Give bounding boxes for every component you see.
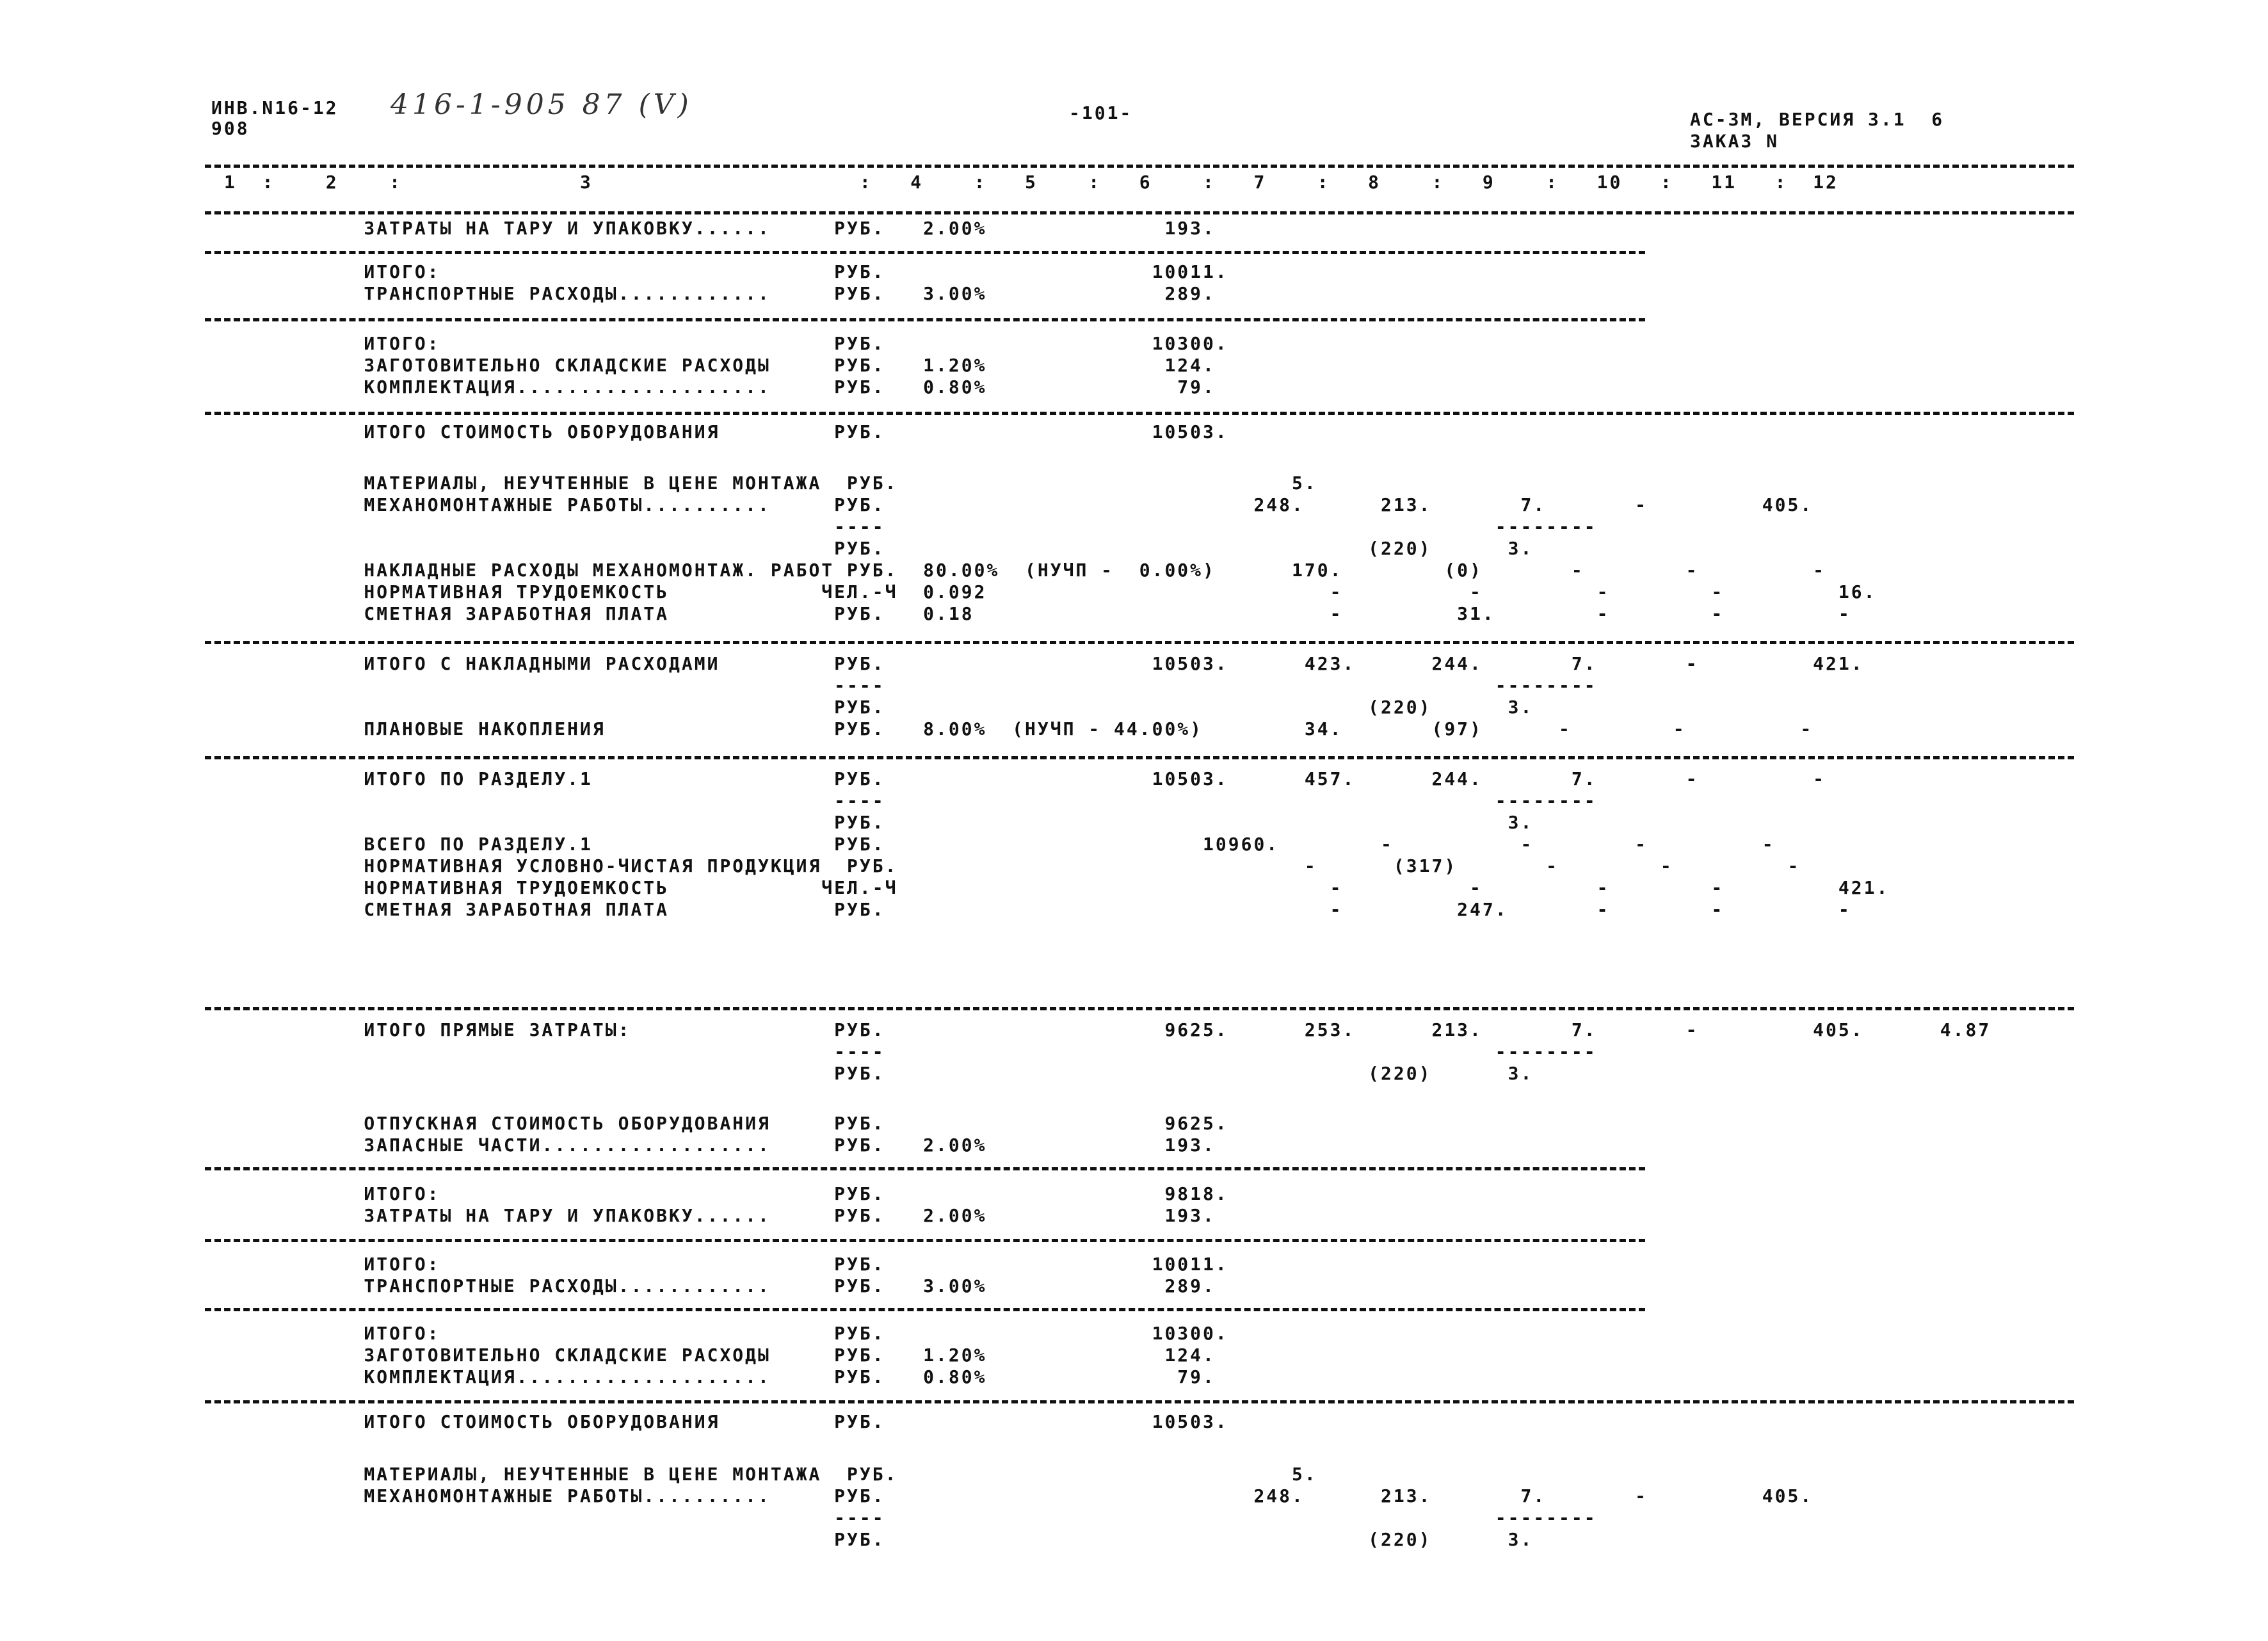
separator	[205, 211, 2074, 214]
report-line: РУБ. 3.	[224, 812, 1534, 833]
report-line: РУБ. (220) 3.	[224, 1063, 1534, 1084]
separator	[205, 1167, 1645, 1170]
report-line: НОРМАТИВНАЯ ТРУДОЕМКОСТЬ ЧЕЛ.-Ч 0.092 - - - - 16.	[224, 581, 1877, 602]
program-version: АС-3М, ВЕРСИЯ 3.1 6	[1690, 109, 1945, 130]
report-line: ИТОГО: РУБ. 9818.	[224, 1183, 1228, 1204]
separator	[205, 641, 2074, 644]
report-line: ---- --------	[224, 1041, 1597, 1062]
report-line: КОМПЛЕКТАЦИЯ.................... РУБ. 0.80% 79.	[224, 1366, 1216, 1387]
report-line: ИТОГО: РУБ. 10300.	[224, 1323, 1228, 1344]
report-line: МЕХАНОМОНТАЖНЫЕ РАБОТЫ.......... РУБ. 248. 213. 7. - 405.	[224, 494, 1814, 515]
separator	[205, 1400, 2074, 1403]
separator	[205, 1007, 2074, 1010]
report-line: ИТОГО: РУБ. 10011.	[224, 261, 1228, 282]
order-number: ЗАКАЗ N	[1690, 131, 1780, 152]
inventory-number: ИНВ.N16-12	[211, 97, 339, 118]
report-line: КОМПЛЕКТАЦИЯ.................... РУБ. 0.80% 79.	[224, 376, 1216, 398]
report-line: ЗАПАСНЫЕ ЧАСТИ.................. РУБ. 2.00% 193.	[224, 1135, 1216, 1156]
report-line: ИТОГО: РУБ. 10011.	[224, 1254, 1228, 1275]
report-line: ИТОГО СТОИМОСТЬ ОБОРУДОВАНИЯ РУБ. 10503.	[224, 421, 1228, 442]
report-line: НОРМАТИВНАЯ ТРУДОЕМКОСТЬ ЧЕЛ.-Ч - - - - 421.	[224, 877, 1890, 898]
separator	[205, 412, 2074, 415]
report-line: МАТЕРИАЛЫ, НЕУЧТЕННЫЕ В ЦЕНЕ МОНТАЖА РУБ. 5.	[224, 473, 1317, 494]
report-line: ОТПУСКНАЯ СТОИМОСТЬ ОБОРУДОВАНИЯ РУБ. 9625.	[224, 1113, 1228, 1134]
report-line: ТРАНСПОРТНЫЕ РАСХОДЫ............ РУБ. 3.00% 289.	[224, 1275, 1216, 1297]
report-line: ИТОГО С НАКЛАДНЫМИ РАСХОДАМИ РУБ. 10503. 423. 244. 7. - 421.	[224, 653, 1864, 674]
report-line: ИТОГО: РУБ. 10300.	[224, 333, 1228, 354]
separator	[205, 756, 2074, 759]
report-line: ЗАГОТОВИТЕЛЬНО СКЛАДСКИЕ РАСХОДЫ РУБ. 1.20% 124.	[224, 355, 1216, 376]
separator	[205, 318, 1645, 321]
report-line: ЗАГОТОВИТЕЛЬНО СКЛАДСКИЕ РАСХОДЫ РУБ. 1.20% 124.	[224, 1345, 1216, 1366]
report-line: ЗАТРАТЫ НА ТАРУ И УПАКОВКУ...... РУБ. 2.00% 193.	[224, 1205, 1216, 1226]
report-line: СМЕТНАЯ ЗАРАБОТНАЯ ПЛАТА РУБ. - 247. - - -	[224, 899, 1851, 920]
report-line: РУБ. (220) 3.	[224, 1529, 1534, 1550]
separator	[205, 251, 1645, 254]
inventory-number-2: 908	[211, 118, 250, 139]
report-line: МЕХАНОМОНТАЖНЫЕ РАБОТЫ.......... РУБ. 248. 213. 7. - 405.	[224, 1485, 1814, 1507]
separator	[205, 1239, 1645, 1242]
report-line: СМЕТНАЯ ЗАРАБОТНАЯ ПЛАТА РУБ. 0.18 - 31. - - -	[224, 603, 1851, 624]
report-line: ИТОГО СТОИМОСТЬ ОБОРУДОВАНИЯ РУБ. 10503.	[224, 1411, 1228, 1432]
page-number: -101-	[1069, 102, 1133, 124]
report-line: ТРАНСПОРТНЫЕ РАСХОДЫ............ РУБ. 3.00% 289.	[224, 283, 1216, 304]
report-line: МАТЕРИАЛЫ, НЕУЧТЕННЫЕ В ЦЕНЕ МОНТАЖА РУБ. 5.	[224, 1464, 1317, 1485]
report-line: ВСЕГО ПО РАЗДЕЛУ.1 РУБ. 10960. - - - -	[224, 834, 1775, 855]
report-line: НОРМАТИВНАЯ УСЛОВНО-ЧИСТАЯ ПРОДУКЦИЯ РУБ. - (317) - - -	[224, 855, 1801, 877]
report-line: ПЛАНОВЫЕ НАКОПЛЕНИЯ РУБ. 8.00% (НУЧП - 44.00%) 34. (97) - - -	[224, 718, 1814, 740]
separator	[205, 165, 2074, 168]
report-line: ЗАТРАТЫ НА ТАРУ И УПАКОВКУ...... РУБ. 2.00% 193.	[224, 218, 1216, 239]
report-line: РУБ. (220) 3.	[224, 538, 1534, 559]
report-line: ---- --------	[224, 1507, 1597, 1528]
handwritten-annotation: 416-1-905 87 (V)	[390, 88, 693, 121]
report-line: ИТОГО ПРЯМЫЕ ЗАТРАТЫ: РУБ. 9625. 253. 213. 7. - 405. 4.87	[224, 1019, 1991, 1040]
report-line: ---- --------	[224, 790, 1597, 811]
column-numbers: 1 : 2 : 3 : 4 : 5 : 6 : 7 : 8 : 9 : 10 : 11 : 12	[224, 172, 1838, 193]
report-line: ИТОГО ПО РАЗДЕЛУ.1 РУБ. 10503. 457. 244. 7. - -	[224, 768, 1826, 789]
report-line: ---- --------	[224, 675, 1597, 696]
separator	[205, 1308, 1645, 1311]
report-line: ---- --------	[224, 516, 1597, 537]
report-line: НАКЛАДНЫЕ РАСХОДЫ МЕХАНОМОНТАЖ. РАБОТ РУБ. 80.00% (НУЧП - 0.00%) 170. (0) - - -	[224, 560, 1826, 581]
report-line: РУБ. (220) 3.	[224, 697, 1534, 718]
